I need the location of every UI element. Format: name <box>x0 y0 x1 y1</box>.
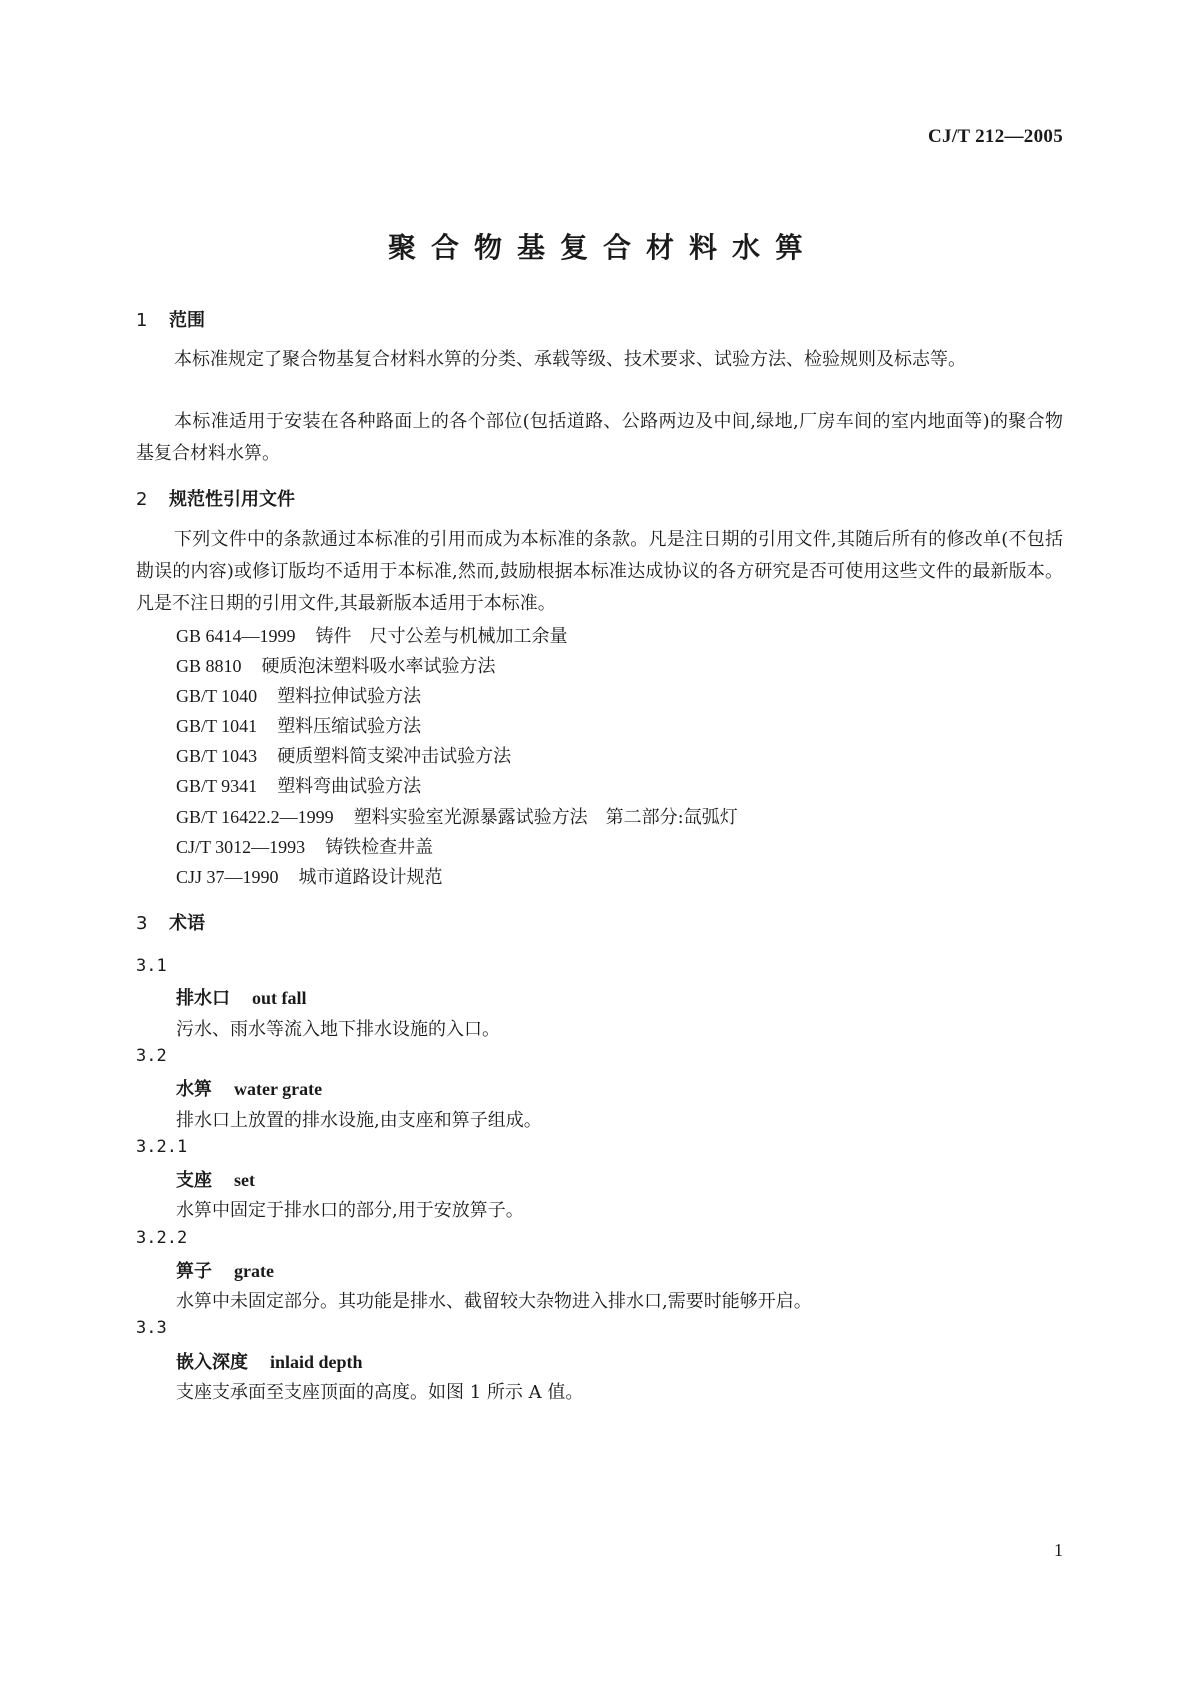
section-number: 3 <box>136 913 148 934</box>
term-name-zh: 箅子 <box>176 1261 212 1282</box>
reference-item <box>176 742 511 768</box>
reference-code: CJJ 37—1990 <box>176 867 279 887</box>
document-title: 聚合物基复合材料水箅 <box>387 231 818 264</box>
references-intro: 下列文件中的条款通过本标准的引用而成为本标准的条款。凡是注日期的引用文件,其随后所有的修改单(不包括勘误的内容)或修订版均不适用于本标准,然而,鼓励根据本标准达成协议的各方研究是否可使用这些文件的最新版本。凡是不注日期的引用文件,其最新版本适用于本标准。 <box>136 529 1063 614</box>
term-name-en: inlaid depth <box>270 1352 363 1372</box>
reference-code: GB/T 1043 <box>176 746 258 766</box>
term-name-en: grate <box>234 1261 274 1281</box>
reference-title: 硬质泡沫塑料吸水率试验方法 <box>261 656 496 677</box>
term-name-en: set <box>234 1170 255 1190</box>
term-name-zh: 嵌入深度 <box>176 1352 248 1373</box>
section-2-heading <box>136 485 295 511</box>
term-name-zh: 排水口 <box>176 988 230 1009</box>
term-number: 3.2.2 <box>136 1228 188 1248</box>
section-title: 规范性引用文件 <box>169 489 295 510</box>
reference-code: GB 6414—1999 <box>176 626 296 646</box>
page-number: 1 <box>1054 1540 1063 1560</box>
term-definition: 排水口上放置的排水设施,由支座和箅子组成。 <box>176 1110 542 1131</box>
term-number: 3.1 <box>136 956 167 976</box>
term-name <box>176 984 307 1010</box>
reference-title: 铸件 尺寸公差与机械加工余量 <box>315 626 568 647</box>
reference-title: 硬质塑料简支梁冲击试验方法 <box>277 746 512 767</box>
section-title: 术语 <box>169 913 205 934</box>
term-name-zh: 水箅 <box>176 1079 212 1100</box>
term-name <box>176 1166 255 1192</box>
term-name <box>176 1348 363 1374</box>
term-definition: 污水、雨水等流入地下排水设施的入口。 <box>176 1019 500 1040</box>
reference-item <box>176 803 738 829</box>
term-number: 3.3 <box>136 1318 167 1338</box>
standard-code: CJ/T 212—2005 <box>928 126 1063 147</box>
reference-title: 城市道路设计规范 <box>298 867 443 888</box>
reference-title: 铸铁检查井盖 <box>325 837 434 858</box>
term-number: 3.2.1 <box>136 1137 188 1157</box>
reference-item <box>176 833 433 859</box>
term-definition: 支座支承面至支座顶面的高度。如图 1 所示 A 值。 <box>176 1382 584 1403</box>
reference-code: CJ/T 3012—1993 <box>176 837 306 857</box>
term-name-zh: 支座 <box>176 1170 212 1191</box>
reference-item <box>176 712 421 738</box>
section-3-heading <box>136 909 205 935</box>
section-number: 2 <box>136 489 148 510</box>
reference-item <box>176 772 421 798</box>
reference-item <box>176 622 568 648</box>
section-number: 1 <box>136 310 148 331</box>
reference-code: GB/T 9341 <box>176 776 258 796</box>
reference-code: GB/T 16422.2—1999 <box>176 807 334 827</box>
reference-title: 塑料实验室光源暴露试验方法 第二部分:氙弧灯 <box>353 807 738 828</box>
section-1-heading <box>136 306 205 332</box>
reference-title: 塑料压缩试验方法 <box>277 716 422 737</box>
reference-item <box>176 863 443 889</box>
reference-code: GB/T 1040 <box>176 686 258 706</box>
reference-title: 塑料弯曲试验方法 <box>277 776 422 797</box>
reference-code: GB 8810 <box>176 656 242 676</box>
section-title: 范围 <box>169 310 205 331</box>
reference-code: GB/T 1041 <box>176 716 258 736</box>
term-definition: 水箅中固定于排水口的部分,用于安放箅子。 <box>176 1200 524 1221</box>
term-definition: 水箅中未固定部分。其功能是排水、截留较大杂物进入排水口,需要时能够开启。 <box>176 1291 812 1312</box>
reference-title: 塑料拉伸试验方法 <box>277 686 422 707</box>
reference-item <box>176 652 496 678</box>
term-number: 3.2 <box>136 1046 167 1066</box>
term-name <box>176 1075 322 1101</box>
scope-paragraph-1: 本标准规定了聚合物基复合材料水箅的分类、承载等级、技术要求、试验方法、检验规则及标志等。 <box>174 349 966 370</box>
scope-paragraph-2: 本标准适用于安装在各种路面上的各个部位(包括道路、公路两边及中间,绿地,厂房车间的室内地面等)的聚合物基复合材料水箅。 <box>136 411 1063 464</box>
reference-item <box>176 682 421 708</box>
term-name-en: out fall <box>252 988 307 1008</box>
term-name-en: water grate <box>234 1079 323 1099</box>
term-name <box>176 1257 274 1283</box>
